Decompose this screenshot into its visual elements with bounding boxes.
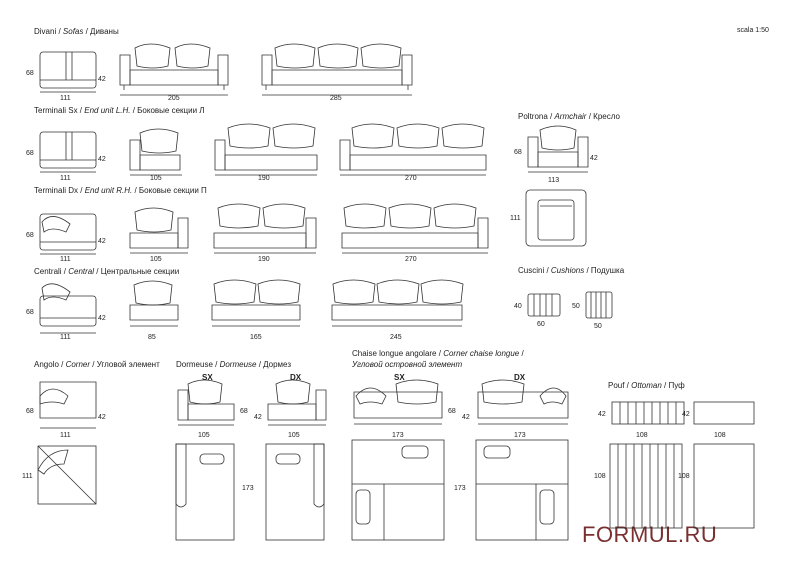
end-rh-270-front: [342, 204, 488, 253]
dormeuse-sx-plan: [176, 444, 234, 540]
ottoman-plan-striped: [610, 444, 682, 528]
dim-ott-w2: 108: [714, 432, 726, 439]
heading-ottoman: Pouf / Ottoman / Пуф: [608, 381, 685, 390]
dim-c-h: 68: [26, 309, 34, 316]
central-side-view: [40, 284, 96, 333]
chaise-sx-front: [354, 380, 442, 424]
dormeuse-dx-plan: [266, 444, 324, 540]
ottoman-front-plain: [694, 402, 754, 424]
brand-logo: FORMUL.RU: [582, 522, 718, 547]
dim-corner-w: 111: [60, 432, 71, 439]
armchair-plan: [526, 190, 586, 246]
dim-ott-d2: 108: [678, 473, 690, 480]
dim-c-245: 245: [390, 334, 402, 341]
dim-dorm-len: 173: [242, 485, 254, 492]
end-rh-105-front: [130, 208, 188, 253]
dim-205: 205: [168, 95, 180, 102]
dormeuse-dx-front: [268, 380, 326, 425]
dim-rh-seat: 42: [98, 238, 106, 245]
dim-c-165: 165: [250, 334, 262, 341]
dim-arm-depth: 111: [510, 215, 521, 222]
end-lh-190-front: [215, 124, 317, 175]
dim-cush-40: 40: [514, 303, 522, 310]
sofa-285-front: [262, 44, 412, 95]
heading-cushions: Cuscini / Cushions / Подушка: [518, 266, 625, 275]
dim-c-85: 85: [148, 334, 156, 341]
cushion-50x50: [586, 292, 612, 318]
heading-chaise-ru: Угловой островной элемент: [352, 360, 463, 369]
dim-chaise-seat: 42: [462, 414, 470, 421]
chaise-dx-front: [478, 380, 568, 424]
armchair-front: [528, 126, 588, 172]
dim-cush-50w: 50: [594, 323, 602, 330]
dim-dorm-seat: 42: [254, 414, 262, 421]
dim-arm-h: 68: [514, 149, 522, 156]
dim-lh-190: 190: [258, 175, 270, 182]
dormeuse-sx-front: [178, 380, 234, 425]
central-165-front: [212, 280, 300, 326]
dim-chaise-len: 173: [454, 485, 466, 492]
dim-rh-105: 105: [150, 256, 162, 263]
dim-cush-60: 60: [537, 321, 545, 328]
sofa-side-view: [40, 52, 96, 92]
dim-chaise-h: 68: [448, 408, 456, 415]
dim-rh-depth: 111: [60, 256, 71, 263]
label-chaise-dx: DX: [514, 373, 526, 382]
dim-cush-50h: 50: [572, 303, 580, 310]
dim-chaise-dx-w: 173: [514, 432, 526, 439]
dim-285: 285: [330, 95, 342, 102]
corner-front: [40, 382, 96, 428]
dim-corner-h: 68: [26, 408, 34, 415]
end-lh-105-front: [130, 129, 182, 175]
dim-dorm-dx-w: 105: [288, 432, 300, 439]
dim-chaise-sx-w: 173: [392, 432, 404, 439]
chaise-sx-plan: [352, 440, 444, 540]
heading-central: Centrali / Central / Центральные секции: [34, 267, 180, 276]
sofa-205-front: [120, 44, 228, 95]
dim-lh-h: 68: [26, 150, 34, 157]
dim-arm-seat: 42: [590, 155, 598, 162]
dim-sofa-depth: 111: [60, 95, 71, 102]
ottoman-plan-plain: [694, 444, 754, 528]
label-dormeuse-sx: SX: [202, 373, 213, 382]
dim-lh-seat: 42: [98, 156, 106, 163]
corner-plan: [38, 446, 96, 504]
scale-label: scala 1:50: [737, 27, 769, 34]
end-lh-side-view: [40, 132, 96, 172]
dim-dorm-h: 68: [240, 408, 248, 415]
heading-dormeuse: Dormeuse / Dormeuse / Дормез: [176, 360, 291, 369]
dim-lh-270: 270: [405, 175, 417, 182]
dim-rh-190: 190: [258, 256, 270, 263]
dim-ott-d1: 108: [594, 473, 606, 480]
dim-c-seat: 42: [98, 315, 106, 322]
heading-sofas: Divani / Sofas / Диваны: [34, 27, 119, 36]
end-rh-side-view: [40, 214, 96, 254]
central-85-front: [130, 281, 178, 326]
dim-corner-d: 111: [22, 473, 33, 480]
heading-end-rh: Terminali Dx / End unit R.H. / Боковые секции П: [34, 186, 207, 195]
heading-corner: Angolo / Corner / Угловой элемент: [34, 360, 160, 369]
ottoman-front-striped: [612, 402, 684, 424]
label-chaise-sx: SX: [394, 373, 405, 382]
dim-sofa-seat: 42: [98, 76, 106, 83]
dim-sofa-h: 68: [26, 70, 34, 77]
heading-end-lh: Terminali Sx / End unit L.H. / Боковые секции Л: [34, 106, 205, 115]
central-245-front: [332, 280, 463, 326]
dim-c-depth: 111: [60, 334, 71, 341]
dim-arm-w: 113: [548, 177, 560, 184]
dim-corner-seat: 42: [98, 414, 106, 421]
dim-ott-w1: 108: [636, 432, 648, 439]
cushion-60x40: [528, 294, 560, 316]
dim-lh-105: 105: [150, 175, 162, 182]
heading-armchair: Poltrona / Armchair / Кресло: [518, 112, 620, 121]
heading-chaise: Chaise longue angolare / Corner chaise longue /: [352, 349, 524, 358]
label-dormeuse-dx: DX: [290, 373, 302, 382]
end-lh-270-front: [340, 124, 486, 175]
dim-rh-h: 68: [26, 232, 34, 239]
dim-ott-h1: 42: [598, 411, 606, 418]
dim-rh-270: 270: [405, 256, 417, 263]
dim-ott-h2: 42: [682, 411, 690, 418]
dim-dorm-sx-w: 105: [198, 432, 210, 439]
end-rh-190-front: [214, 204, 316, 253]
chaise-dx-plan: [476, 440, 568, 540]
dim-lh-depth: 111: [60, 175, 71, 182]
